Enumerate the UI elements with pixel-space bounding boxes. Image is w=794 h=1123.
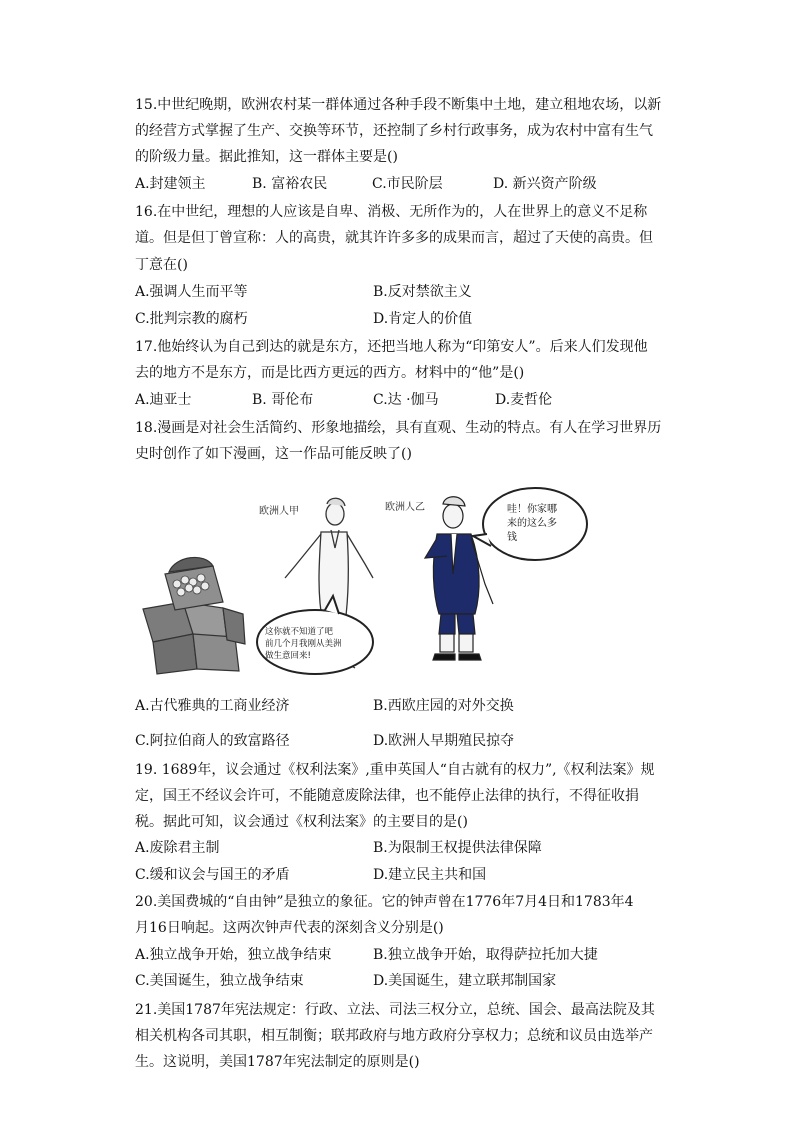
q18-option-d: D.欧洲人早期殖民掠夺 — [373, 733, 515, 749]
q15-option-c: C.市民阶层 — [372, 176, 443, 192]
q18-stem-line-2: 史时创作了如下漫画，这一作品可能反映了() — [135, 446, 412, 462]
q16-stem-line-3: 丁意在() — [135, 257, 188, 273]
bubble-right-line-3: 钱 — [507, 532, 517, 543]
bubble-left-line-3: 做生意回来! — [265, 651, 311, 661]
q18-stem-line-1: 18.漫画是对社会生活简约、形象地描绘，具有直观、生动的特点。有人在学习世界历 — [135, 420, 662, 436]
bubble-left-line-1: 这你就不知道了吧 — [265, 627, 334, 637]
q16-option-a: A.强调人生而平等 — [135, 284, 248, 300]
q19-stem-line-1: 19. 1689年，议会通过《权利法案》,重申英国人“自古就有的权力”,《权利法案》规 — [135, 762, 655, 778]
q20-option-b: B.独立战争开始，取得萨拉托加大捷 — [373, 947, 598, 963]
q16-stem-line-1: 16.在中世纪，理想的人应该是自卑、消极、无所作为的，人在世界上的意义不足称 — [135, 204, 648, 220]
speech-bubble-right — [473, 488, 587, 560]
speech-bubble-left — [257, 596, 373, 674]
q21-stem-line-3: 生。这说明，美国1787年宪法制定的原则是() — [135, 1054, 420, 1070]
q20-option-a: A.独立战争开始，独立战争结束 — [135, 947, 332, 963]
bubble-right-line-2: 来的这么多 — [507, 518, 557, 529]
bubble-left-line-2: 前几个月我刚从美洲 — [265, 639, 342, 649]
q17-option-b: B. 哥伦布 — [252, 392, 314, 408]
q15-option-d: D. 新兴资产阶级 — [493, 176, 597, 192]
q20-option-d: D.美国诞生，建立联邦制国家 — [373, 973, 557, 989]
q19-option-b: B.为限制王权提供法律保障 — [373, 840, 542, 856]
q19-option-c: C.缓和议会与国王的矛盾 — [135, 867, 290, 883]
q19-stem-line-2: 定，国王不经议会许可，不能随意废除法律，也不能停止法律的执行，不得征收捐 — [135, 788, 639, 804]
cartoon-label-b: 欧洲人乙 — [385, 502, 425, 513]
q15-option-b: B. 富裕农民 — [252, 176, 328, 192]
q20-option-c: C.美国诞生，独立战争结束 — [135, 973, 304, 989]
q15-stem-line-2: 的经营方式掌握了生产、交换等环节，还控制了乡村行政事务，成为农村中富有生气 — [135, 123, 653, 139]
q15-option-a: A.封建领主 — [135, 176, 206, 192]
q19-option-d: D.建立民主共和国 — [373, 867, 487, 883]
q16-option-b: B.反对禁欲主义 — [373, 284, 472, 300]
q17-option-c: C.达 ·伽马 — [373, 392, 439, 408]
q17-option-d: D.麦哲伦 — [495, 392, 553, 408]
q15-stem-line-3: 的阶级力量。据此推知，这一群体主要是() — [135, 149, 398, 165]
q15-stem-line-1: 15.中世纪晚期，欧洲农村某一群体通过各种手段不断集中土地，建立租地农场，以新 — [135, 97, 662, 113]
cartoon-label-a: 欧洲人甲 — [259, 506, 299, 517]
q16-option-d: D.肯定人的价值 — [373, 311, 473, 327]
q18-option-a: A.古代雅典的工商业经济 — [135, 698, 290, 714]
q17-stem-line-1: 17.他始终认为自己到达的就是东方，还把当地人称为“印第安人”。后来人们发现他 — [135, 339, 648, 355]
q19-option-a: A.废除君主制 — [135, 840, 220, 856]
q18-option-c: C.阿拉伯商人的致富路径 — [135, 733, 290, 749]
q21-stem-line-2: 相关机构各司其职，相互制衡；联邦政府与地方政府分享权力；总统和议员由选举产 — [135, 1028, 653, 1044]
bubble-right-line-1: 哇！你家哪 — [507, 504, 557, 515]
q19-stem-line-3: 税。据此可知，议会通过《权利法案》的主要目的是() — [135, 814, 468, 830]
q17-stem-line-2: 去的地方不是东方，而是比西方更远的西方。材料中的“他”是() — [135, 365, 525, 381]
q20-stem-line-1: 20.美国费城的“自由钟”是独立的象征。它的钟声曾在1776年7月4日和1783年4 — [135, 894, 634, 910]
q16-option-c: C.批判宗教的腐朽 — [135, 311, 248, 327]
treasure-crates-icon — [143, 557, 245, 674]
q17-option-a: A.迪亚士 — [135, 392, 192, 408]
cartoon-image — [135, 474, 595, 679]
q20-stem-line-2: 月16日响起。这两次钟声代表的深刻含义分别是() — [135, 920, 444, 936]
q16-stem-line-2: 道。但是但丁曾宣称：人的高贵，就其许许多多的成果而言，超过了天使的高贵。但 — [135, 230, 653, 246]
q21-stem-line-1: 21.美国1787年宪法规定：行政、立法、司法三权分立，总统、国会、最高法院及其 — [135, 1002, 655, 1018]
q18-option-b: B.西欧庄园的对外交换 — [373, 698, 514, 714]
